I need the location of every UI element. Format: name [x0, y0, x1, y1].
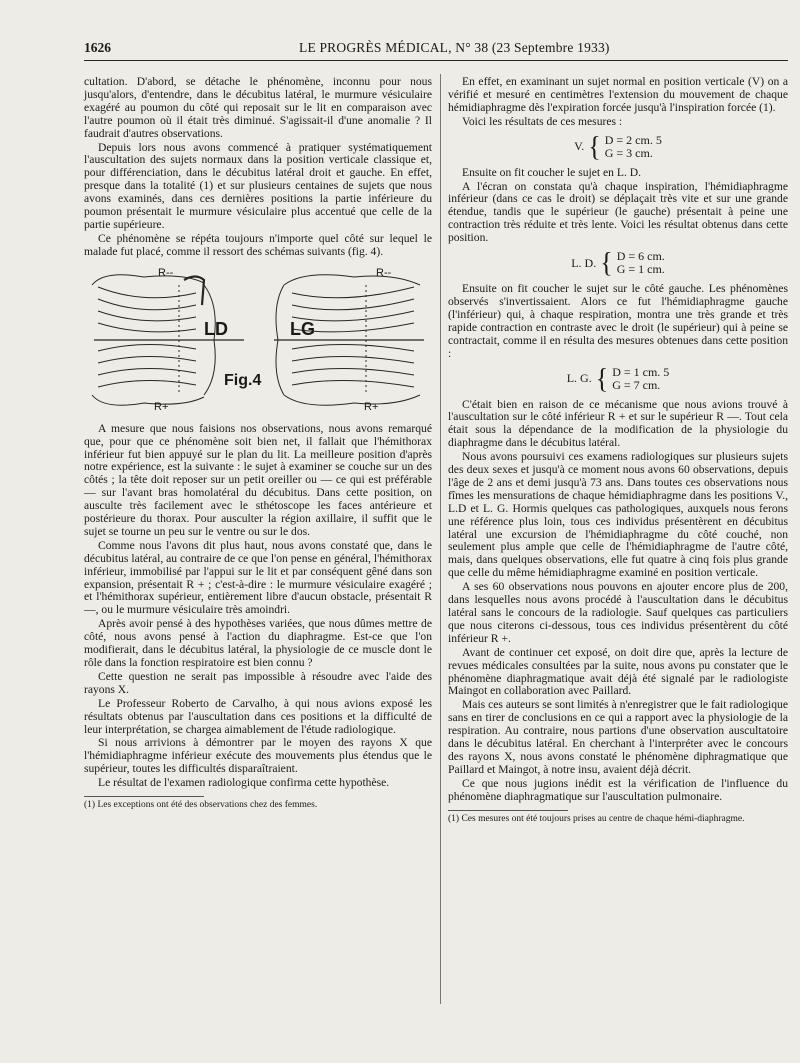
lg-mark: LG [290, 318, 315, 339]
running-title: LE PROGRÈS MÉDICAL, N° 38 (23 Septembre 1933) [299, 40, 610, 55]
formula-label: L. G. [566, 371, 592, 386]
formula-label: L. D. [571, 255, 597, 270]
left-column [84, 76, 432, 811]
footnote-rule [448, 810, 568, 811]
footnote-rule [84, 796, 204, 797]
paragraph: Cette question ne serait pas impossible à résoudre avec l'aide des rayons X. [84, 669, 432, 696]
paragraph: A l'écran on constata qu'à chaque inspiration, l'hémidiaphragme inférieur (dans ce cas le droit) se déplaçait très vite et sur une grande étendue, tandis que le supérieur (le gauche) présentait à peine une contraction très réduite et très lente. Voici les résultat obtenus dans cette position. [448, 179, 788, 245]
r-minus-label: R-- [376, 266, 392, 279]
paragraph: Ce que nous jugions inédit est la vérification de l'influence du phénomène diaphragmatique sur l'auscultation pulmonaire. [448, 776, 788, 803]
brace-glyph: { [595, 362, 609, 394]
measurement-v [448, 130, 788, 163]
right-column [448, 76, 788, 825]
measurement-lg [448, 362, 788, 394]
paragraph: Ensuite on fit coucher le sujet en L. D. [462, 165, 642, 179]
paragraph: Ensuite on fit coucher le sujet sur le côté gauche. Les phénomènes observés s'invertissaient. Alors ce fut l'hémidiaphragme gauche (l'inférieur) qui, à chaque respiration, montra une très grande et très rapide contraction en contraste avec le droit (le supérieur) qui à peine se contractait, comme il en résulta des mesures obtenues dans cette position : [448, 282, 788, 360]
paragraph: A ses 60 observations nous pouvons en ajouter encore plus de 200, dans lesquelles nous avons procédé à l'auscultation dans le décubitus latéral sans le concours de la radiologie. Sauf quelques cas particuliers que nous citerons ci-dessous, tous ces individus présentèrent du côté inférieur R +. [448, 580, 788, 645]
measurement-ld [448, 246, 788, 279]
footnote: (1) Les exceptions ont été des observations chez des femmes. [84, 800, 318, 811]
formula-label: V. [574, 139, 585, 154]
paragraph: cultation. D'abord, se détache le phénomène, inconnu pour nous jusqu'alors, d'entendre, dans le décubitus latéral, le murmure vésiculaire exagéré au poumon du côté qui reposait sur le lit en comparaison avec l'autre poumon où il était très diminué. S'agissait-il d'une anomalie ? Il faudrait d'autres observations. [84, 75, 432, 140]
running-header [84, 34, 788, 61]
paragraph: Le Professeur Roberto de Carvalho, à qui nous avions exposé les résultats obtenus par l'auscultation dans ces positions et la difficulté de leur interprétation, se chargea aimablement de l'étude radiologique. [84, 696, 432, 736]
paragraph: Voici les résultats de ces mesures : [462, 114, 623, 128]
figure-caption: Fig.4 [224, 371, 262, 389]
page-number: 1626 [84, 40, 111, 55]
paragraph: A mesure que nous faisions nos observations, nous avons remarqué que, pour que ce phénomène soit bien net, il fallait que l'hémithorax inférieur fut bien appuyé sur le plan du lit. La meilleure position d'après notre expérience, est la suivante : le sujet à examiner se couche sur un des côtés ; la tête doit reposer sur un petit oreiller ou — ce qui est préférable — sur l'avant bras homolatéral du décubitus. Dans cette position, on ausculte très facilement avec le sthétoscope les faces antérieure et postérieure du thorax. Pour ausculter la région axillaire, il suffit que le sujet se tourne un peu sur le ventre ou sur le dos. [84, 421, 432, 538]
paragraph: Nous avons poursuivi ces examens radiologiques sur plusieurs sujets des deux sexes et jusqu'à ce moment nous avons 60 observations, depuis l'âge de 2 ans et demi jusqu'à 73 ans. Dans toutes ces observations nous fîmes les mensurations de chaque hémidiaphragme dans les positions V., L.D et L. G. Hormis quelques cas pathologiques, auxquels nous ferons une référence plus loin, tous ces individus présentèrent en décubitus latéral une excursion de l'hémidiaphragme du côté couché, non seulement plus ample que celle de l'hémidiaphragme de l'autre côté, mais, dans quelques observations, elle fut quatre à cinq fois plus grande que celle du même hémidiaphragme examiné en position verticale. [448, 450, 788, 580]
figure-4 [84, 265, 432, 415]
paragraph: Avant de continuer cet exposé, on doit dire que, après la lecture de revues médicales consultées par la suite, nous avons pu constater que le phénomène diaphragmatique avait déjà été signalé par le radiologiste Maingot en collaboration avec Paillard. [448, 645, 788, 698]
paragraph: Si nous arrivions à démontrer par le moyen des rayons X que l'hémidiaphragme inférieur exécute des mouvements plus étendus que le supérieur, toutes les difficultés disparaîtraient. [84, 736, 432, 776]
formula-d: D = 1 cm. 5 [612, 364, 670, 379]
paragraph: En effet, en examinant un sujet normal en position verticale (V) on a vérifié et mesuré en centimètres l'extension du mouvement de chaque hémidiaphragme dès l'expiration forcée jusqu'à l'inspiration forcée (1). [448, 75, 788, 114]
r-plus-label: R+ [154, 400, 169, 413]
paragraph: Ce phénomène se répéta toujours n'importe quel côté sur lequel le malade fut placé, comme il ressort des schémas suivants (fig. 4). [84, 231, 432, 258]
paragraph: Comme nous l'avons dit plus haut, nous avons constaté que, dans le décubitus latéral, au contraire de ce que l'on pense en général, l'hémithorax inférieur, immobilisé par l'appui sur le lit et par conséquent gêné dans son expansion, présentait R + ; c'est-à-dire : le murmure vésiculaire exagéré ; et l'hémithorax supérieur, entièrement libre d'aucun obstacle, présentait R —, ou le murmure vésiculaire très amoindri. [84, 538, 432, 617]
paragraph: Mais ces auteurs se sont limités à n'enregistrer que le fait radiologique sans en tirer de conclusions en ce qui a rapport avec la physiologie de la respiration. Au contraire, nous partions d'une observation auscultatoire dans le décubitus latéral. En cherchant à l'interpréter avec le concours des rayons X, nous avons constaté le phénomène diphragmatique que Paillard et Maingot, à notre insu, avaient déjà décrit. [448, 698, 788, 776]
brace-glyph: { [600, 246, 613, 279]
brace-glyph: { [588, 130, 601, 163]
footnote: (1) Ces mesures ont été toujours prises au centre de chaque hémi-diaphragme. [448, 813, 745, 824]
paragraph: C'était bien en raison de ce mécanisme que nous avions trouvé à l'auscultation sur le côté inférieur R + et sur le supérieur R —. Tout cela était sous la dépendance de la modification de la physiologie du diaphragme dans le décubitus latéral. [448, 397, 788, 450]
paragraph: Après avoir pensé à des hypothèses variées, que nous dûmes mettre de côté, nous avons pensé à l'action du diaphragme. Est-ce que l'on modifierait, dans le décubitus latéral, la physiologie de ce muscle dont le rôle dans la fonction respiratoire est bien connu ? [84, 617, 432, 669]
column-divider [440, 74, 441, 1004]
ld-mark: LD [204, 318, 228, 339]
formula-g: G = 1 cm. [616, 262, 665, 277]
formula-d: D = 6 cm. [616, 249, 665, 264]
formula-d: D = 2 cm. 5 [604, 132, 662, 147]
thorax-diagrams [84, 265, 432, 415]
paragraph: Le résultat de l'examen radiologique confirma cette hypothèse. [98, 776, 390, 790]
formula-g: G = 3 cm. [604, 145, 653, 160]
r-plus-label: R+ [364, 400, 379, 413]
formula-g: G = 7 cm. [612, 377, 661, 392]
r-minus-label: R-- [158, 266, 174, 279]
paragraph: Depuis lors nous avons commencé à pratiquer systématiquement l'auscultation des sujets normaux dans la position verticale classique et, pour différenciation, dans le décubitus latéral droit et gauche. En effet, presque dans la totalité (1) et sur plusieurs centaines de sujets que nous avons examinés, dans ces dernières positions la partie inférieure du poumon présentait le murmure vésiculaire plus accentué que celle de la partie supérieure. [84, 140, 432, 231]
